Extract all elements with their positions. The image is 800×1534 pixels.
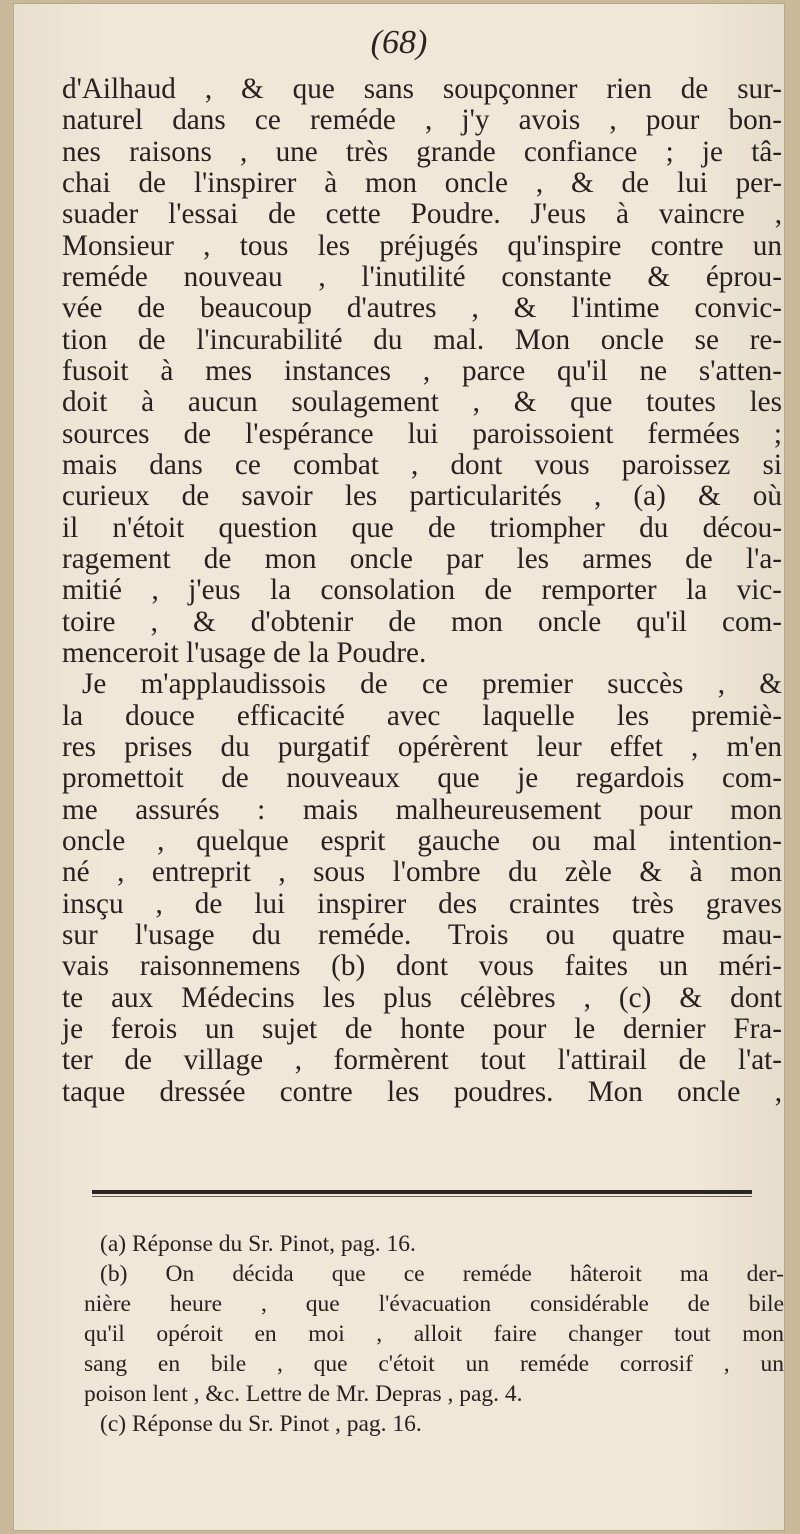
text-line: insçu , de lui inspirer des craintes très graves — [62, 887, 782, 920]
footnote-c: (c) Réponse du Sr. Pinot , pag. 16. — [100, 1411, 422, 1437]
text-line: vais raisonnemens (b) dont vous faites un méri- — [62, 950, 782, 983]
footnote-a: (a) Réponse du Sr. Pinot, pag. 16. — [100, 1231, 416, 1257]
footnote-line: poison lent , &c. Lettre de Mr. Depras , pag. 4. — [84, 1381, 523, 1407]
footnotes — [84, 1229, 784, 1439]
footnote-divider — [92, 1190, 752, 1194]
text-line: je ferois un sujet de honte pour le dernier Fra- — [62, 1012, 782, 1045]
footnote-line: qu'il opéroit en moi , alloit faire changer tout mon — [84, 1321, 784, 1347]
text-line: la douce efficacité avec laquelle les premiè- — [62, 699, 782, 732]
text-line: Monsieur , tous les préjugés qu'inspire contre un — [62, 229, 782, 262]
text-line: reméde nouveau , l'inutilité constante & éprou- — [62, 260, 782, 293]
text-line: oncle , quelque esprit gauche ou mal intention- — [62, 824, 782, 857]
text-line: me assurés : mais malheureusement pour mon — [62, 793, 782, 826]
footnote-b: (b) On décida que ce reméde hâteroit ma der- — [100, 1261, 784, 1287]
text-line: menceroit l'usage de la Poudre. — [62, 636, 427, 669]
text-line: toire , & d'obtenir de mon oncle qu'il com- — [62, 605, 782, 638]
text-line: sources de l'espérance lui paroissoient fermées ; — [62, 417, 782, 450]
text-line: fusoit à mes instances , parce qu'il ne s'atten- — [62, 354, 782, 387]
text-line: mais dans ce combat , dont vous paroissez si — [62, 448, 782, 481]
text-line: vée de beaucoup d'autres , & l'intime convic- — [62, 292, 782, 325]
text-line: res prises du purgatif opérèrent leur effet , m'en — [62, 730, 782, 763]
text-line: curieux de savoir les particularités , (a) & où — [62, 480, 782, 513]
text-line: ter de village , formèrent tout l'attirail de l'at- — [62, 1044, 782, 1077]
text-line: nes raisons , une très grande confiance ; je tâ- — [62, 135, 782, 168]
text-line: sur l'usage du reméde. Trois ou quatre mau- — [62, 918, 782, 951]
footnote-divider-thin — [92, 1196, 752, 1197]
text-line: doit à aucun soulagement , & que toutes les — [62, 386, 782, 419]
footnote-line: sang en bile , que c'étoit un reméde corrosif , un — [84, 1351, 784, 1377]
text-line: il n'étoit question que de triompher du décou- — [62, 511, 782, 544]
page-number: (68) — [370, 24, 428, 61]
text-line: naturel dans ce reméde , j'y avois , pour bon- — [62, 104, 782, 137]
main-text — [62, 74, 782, 1108]
text-line: chai de l'inspirer à mon oncle , & de lui per- — [62, 166, 782, 199]
book-page — [14, 4, 784, 1530]
footnote-line: nière heure , que l'évacuation considérable de bile — [84, 1291, 784, 1317]
text-line: promettoit de nouveaux que je regardois com- — [62, 762, 782, 795]
text-line: mitié , j'eus la consolation de remporter la vic- — [62, 574, 782, 607]
text-line: te aux Médecins les plus célèbres , (c) & dont — [62, 981, 782, 1014]
text-line: taque dressée contre les poudres. Mon oncle , — [62, 1075, 782, 1108]
text-line: ragement de mon oncle par les armes de l'a- — [62, 542, 782, 575]
text-line: tion de l'incurabilité du mal. Mon oncle se re- — [62, 323, 782, 356]
text-line: né , entreprit , sous l'ombre du zèle & à mon — [62, 856, 782, 889]
text-line: suader l'essai de cette Poudre. J'eus à vaincre , — [62, 198, 782, 231]
text-line: Je m'applaudissois de ce premier succès , & — [82, 668, 782, 701]
text-line: d'Ailhaud , & que sans soupçonner rien de sur- — [62, 73, 782, 105]
